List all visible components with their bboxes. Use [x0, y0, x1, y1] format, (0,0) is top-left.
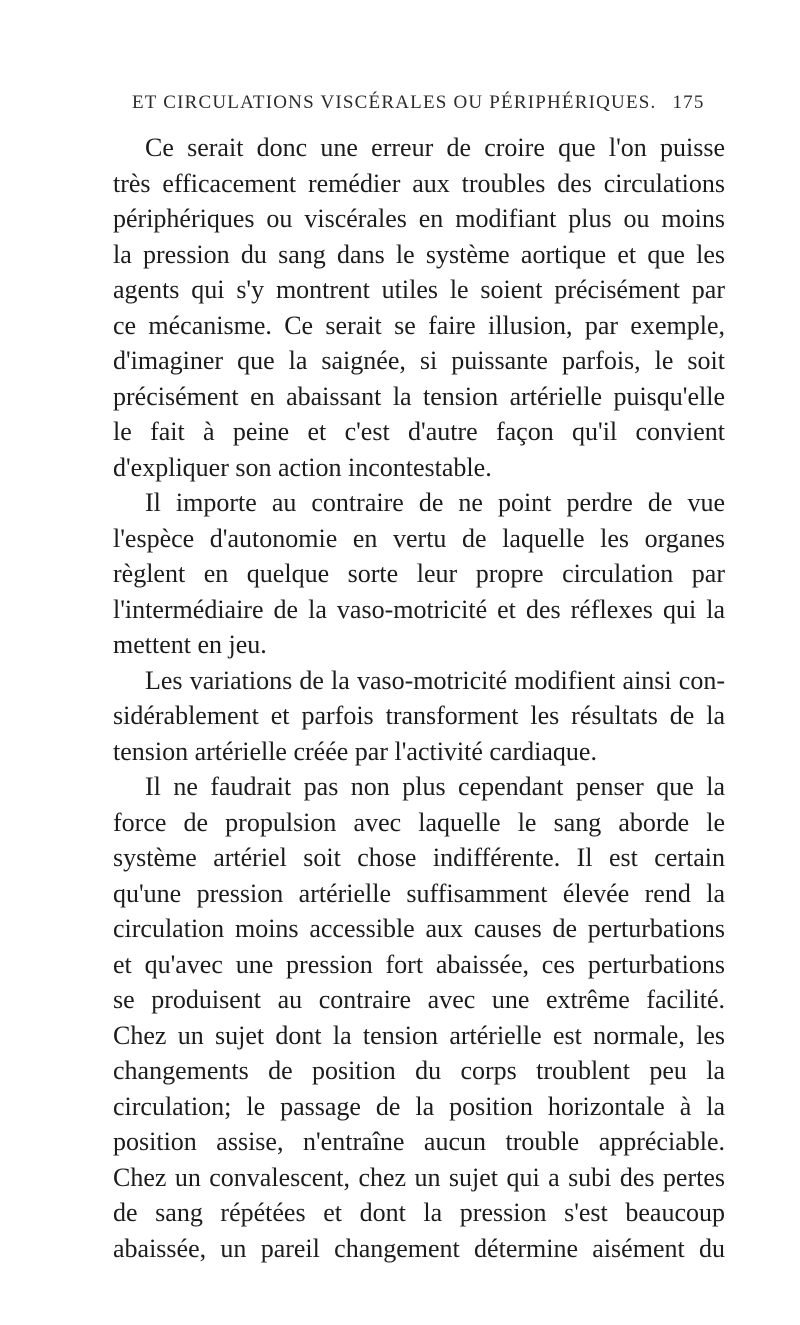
- running-head: [132, 92, 732, 114]
- text-line: sidérablement et parfois transforment les résultats de la: [113, 701, 725, 730]
- text-line: d'imaginer que la saignée, si puissante parfois, le soit: [113, 346, 725, 375]
- text-line: tension artérielle créée par l'activité cardiaque.: [113, 736, 597, 766]
- text-line: Il importe au contraire de ne point perdre de vue: [145, 488, 725, 517]
- text-line: ce mécanisme. Ce serait se faire illusion, par exemple,: [113, 310, 725, 340]
- text-line: Les variations de la vaso-motricité modifient ainsi con-: [145, 665, 725, 695]
- text-line: agents qui s'y montrent utiles le soient précisément par: [113, 275, 725, 304]
- text-line: circulation; le passage de la position horizontale à la: [113, 1091, 725, 1121]
- running-head-title: ET CIRCULATIONS VISCÉRALES OU PÉRIPHÉRIQUES.: [132, 92, 657, 113]
- text-line: l'espèce d'autonomie en vertu de laquelle les organes: [113, 523, 725, 553]
- text-line: position assise, n'entraîne aucun trouble appréciable.: [113, 1127, 725, 1156]
- text-line: règlent en quelque sorte leur propre circulation par: [113, 559, 725, 588]
- text-line: circulation moins accessible aux causes de perturbations: [113, 914, 725, 943]
- text-line: la pression du sang dans le système aortique et que les: [113, 239, 725, 269]
- text-line: très efficacement remédier aux troubles des circulations: [113, 168, 725, 198]
- text-line: périphériques ou viscérales en modifiant plus ou moins: [113, 204, 725, 233]
- text-line: de sang répétées et dont la pression s'est beaucoup: [113, 1198, 725, 1227]
- text-line: d'expliquer son action incontestable.: [113, 452, 492, 482]
- text-line: qu'une pression artérielle suffisamment élevée rend la: [113, 878, 725, 908]
- text-line: force de propulsion avec laquelle le sang aborde le: [113, 807, 725, 837]
- text-line: Ce serait donc une erreur de croire que l'on puisse: [145, 133, 725, 162]
- text-line: abaissée, un pareil changement détermine aisément du: [113, 1233, 725, 1263]
- text-line: Il ne faudrait pas non plus cependant penser que la: [145, 772, 725, 801]
- text-line: se produisent au contraire avec une extrême facilité.: [113, 985, 725, 1014]
- text-line: l'intermédiaire de la vaso-motricité et des réflexes qui la: [113, 594, 725, 624]
- text-line: Chez un sujet dont la tension artérielle est normale, les: [113, 1020, 725, 1050]
- page-number: 175: [672, 92, 705, 113]
- text-line: Chez un convalescent, chez un sujet qui a subi des pertes: [113, 1162, 725, 1192]
- text-line: et qu'avec une pression fort abaissée, ces perturbations: [113, 949, 725, 979]
- text-line: système artériel soit chose indifférente. Il est certain: [113, 843, 725, 872]
- text-line: changements de position du corps troublent peu la: [113, 1056, 725, 1085]
- text-line: le fait à peine et c'est d'autre façon qu'il convient: [113, 417, 725, 446]
- text-line: précisément en abaissant la tension artérielle puisqu'elle: [113, 381, 725, 411]
- text-line: mettent en jeu.: [113, 630, 267, 659]
